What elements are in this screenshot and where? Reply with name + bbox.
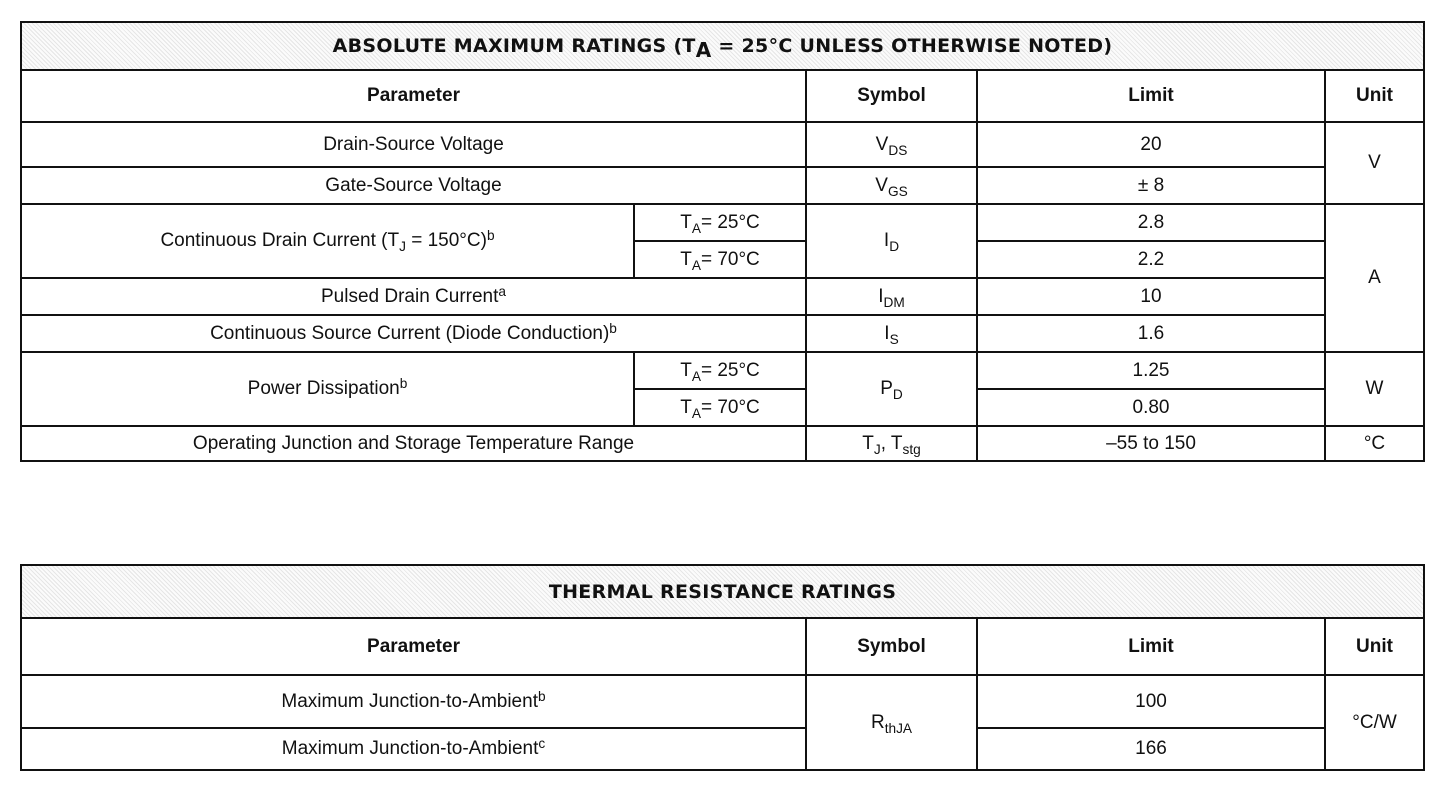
symbol-is: $I_S$: [806, 315, 977, 352]
limit-idm: 10: [977, 278, 1325, 315]
table-row: [21, 167, 1424, 204]
limit-id-70: 2.2: [977, 241, 1325, 278]
table-row: [21, 204, 1424, 241]
limit-vgs: ± 8: [977, 167, 1325, 204]
limit-rthja-b: 100: [977, 675, 1325, 728]
unit-amp: A: [1325, 204, 1424, 352]
table-row: [21, 675, 1424, 728]
symbol-vgs: $V_{GS}$: [806, 167, 977, 204]
symbol-idm: $I_{DM}$: [806, 278, 977, 315]
condition-ta-70: $T_A= 70^\circ C$: [634, 241, 806, 278]
condition-ta-70: $T_A= 70^\circ C$: [634, 389, 806, 426]
symbol-id: $I_D$: [806, 204, 977, 278]
symbol-tj-tstg: $T_J$, $T_{stg}$: [806, 426, 977, 461]
param-drain-source-voltage: Drain-Source Voltage: [21, 122, 806, 167]
symbol-pd: $P_D$: [806, 352, 977, 426]
table-row: [21, 122, 1424, 167]
limit-pd-25: 1.25: [977, 352, 1325, 389]
thermal-resistance-ratings-table: [20, 564, 1425, 771]
symbol-vds: $V_{DS}$: [806, 122, 977, 167]
table-row: [21, 315, 1424, 352]
param-power-dissipation: Power Dissipation$^b$: [21, 352, 634, 426]
unit-celsius-per-watt: °C/W: [1325, 675, 1424, 770]
header-parameter: Parameter: [21, 618, 806, 675]
absolute-max-title: ABSOLUTE MAXIMUM RATINGS ($T_A = 25^\circ C$ UNLESS OTHERWISE NOTED): [21, 22, 1424, 70]
unit-watt: W: [1325, 352, 1424, 426]
header-limit: Limit: [977, 618, 1325, 675]
param-junction-to-ambient-b: Maximum Junction-to-Ambient$^b$: [21, 675, 806, 728]
table-row: [21, 426, 1424, 461]
header-unit: Unit: [1325, 70, 1424, 122]
condition-ta-25: $T_A= 25^\circ C$: [634, 204, 806, 241]
unit-volt: V: [1325, 122, 1424, 204]
limit-temperature: –55 to 150: [977, 426, 1325, 461]
param-pulsed-drain-current: Pulsed Drain Current$^a$: [21, 278, 806, 315]
param-junction-to-ambient-c: Maximum Junction-to-Ambient$^c$: [21, 728, 806, 770]
thermal-title: THERMAL RESISTANCE RATINGS: [21, 565, 1424, 618]
table-row: [21, 352, 1424, 389]
limit-id-25: 2.8: [977, 204, 1325, 241]
absolute-maximum-ratings-table: [20, 21, 1425, 462]
param-continuous-drain-current: Continuous Drain Current $(T_J = 150^\circ C)^b$: [21, 204, 634, 278]
table-row: [21, 278, 1424, 315]
symbol-rthja: $R_{thJA}$: [806, 675, 977, 770]
header-symbol: Symbol: [806, 618, 977, 675]
header-limit: Limit: [977, 70, 1325, 122]
limit-pd-70: 0.80: [977, 389, 1325, 426]
condition-ta-25: $T_A= 25^\circ C$: [634, 352, 806, 389]
limit-rthja-c: 166: [977, 728, 1325, 770]
limit-is: 1.6: [977, 315, 1325, 352]
param-continuous-source-current: Continuous Source Current (Diode Conduction)$^b$: [21, 315, 806, 352]
header-unit: Unit: [1325, 618, 1424, 675]
unit-celsius: °C: [1325, 426, 1424, 461]
param-operating-temperature-range: Operating Junction and Storage Temperature Range: [21, 426, 806, 461]
limit-vds: 20: [977, 122, 1325, 167]
table-row: [21, 728, 1424, 770]
param-gate-source-voltage: Gate-Source Voltage: [21, 167, 806, 204]
header-symbol: Symbol: [806, 70, 977, 122]
header-parameter: Parameter: [21, 70, 806, 122]
